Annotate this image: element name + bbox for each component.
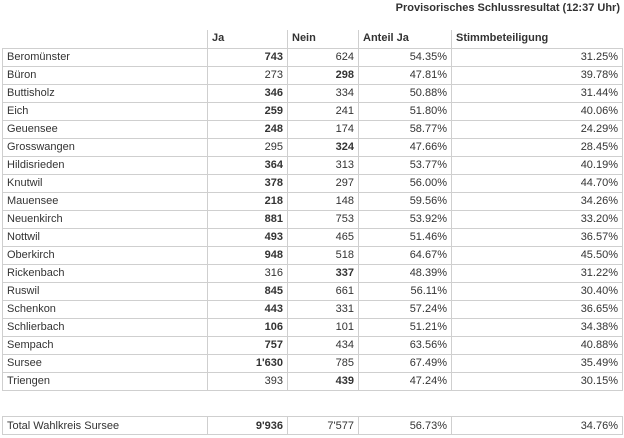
- ja-cell: 273: [208, 66, 288, 84]
- stimmbeteiligung-cell: 40.06%: [452, 102, 623, 120]
- anteil-ja-cell: 47.24%: [359, 372, 452, 390]
- nein-cell: 101: [288, 318, 359, 336]
- total-beteiligung: 34.76%: [452, 417, 623, 435]
- anteil-ja-cell: 50.88%: [359, 84, 452, 102]
- results-table: [2, 30, 623, 391]
- anteil-ja-cell: 51.21%: [359, 318, 452, 336]
- municipality-cell: Sursee: [3, 354, 208, 372]
- municipality-cell: Ruswil: [3, 282, 208, 300]
- anteil-ja-cell: 59.56%: [359, 192, 452, 210]
- municipality-cell: Geuensee: [3, 120, 208, 138]
- anteil-ja-cell: 53.92%: [359, 210, 452, 228]
- stimmbeteiligung-cell: 31.25%: [452, 48, 623, 66]
- nein-cell: 324: [288, 138, 359, 156]
- ja-cell: 106: [208, 318, 288, 336]
- total-label: Total Wahlkreis Sursee: [3, 417, 208, 435]
- ja-cell: 259: [208, 102, 288, 120]
- stimmbeteiligung-cell: 34.38%: [452, 318, 623, 336]
- result-title: Provisorisches Schlussresultat (12:37 Uhr): [395, 2, 620, 14]
- ja-cell: 218: [208, 192, 288, 210]
- total-anteil: 56.73%: [359, 417, 452, 435]
- stimmbeteiligung-cell: 28.45%: [452, 138, 623, 156]
- stimmbeteiligung-cell: 24.29%: [452, 120, 623, 138]
- ja-cell: 248: [208, 120, 288, 138]
- col-header-municipality: [3, 30, 208, 48]
- stimmbeteiligung-cell: 31.22%: [452, 264, 623, 282]
- total-row: [3, 417, 623, 435]
- nein-cell: 298: [288, 66, 359, 84]
- table-row: [3, 138, 623, 156]
- anteil-ja-cell: 51.46%: [359, 228, 452, 246]
- results-body: [3, 48, 623, 390]
- ja-cell: 1'630: [208, 354, 288, 372]
- municipality-cell: Schlierbach: [3, 318, 208, 336]
- ja-cell: 378: [208, 174, 288, 192]
- table-row: [3, 318, 623, 336]
- anteil-ja-cell: 51.80%: [359, 102, 452, 120]
- table-row: [3, 264, 623, 282]
- municipality-cell: Mauensee: [3, 192, 208, 210]
- anteil-ja-cell: 57.24%: [359, 300, 452, 318]
- stimmbeteiligung-cell: 33.20%: [452, 210, 623, 228]
- nein-cell: 174: [288, 120, 359, 138]
- nein-cell: 785: [288, 354, 359, 372]
- col-header-stimmbeteiligung: Stimmbeteiligung: [452, 30, 623, 48]
- table-row: [3, 336, 623, 354]
- stimmbeteiligung-cell: 40.88%: [452, 336, 623, 354]
- ja-cell: 948: [208, 246, 288, 264]
- table-row: [3, 102, 623, 120]
- nein-cell: 465: [288, 228, 359, 246]
- nein-cell: 661: [288, 282, 359, 300]
- ja-cell: 845: [208, 282, 288, 300]
- nein-cell: 313: [288, 156, 359, 174]
- table-row: [3, 210, 623, 228]
- stimmbeteiligung-cell: 31.44%: [452, 84, 623, 102]
- municipality-cell: Hildisrieden: [3, 156, 208, 174]
- anteil-ja-cell: 56.00%: [359, 174, 452, 192]
- ja-cell: 316: [208, 264, 288, 282]
- nein-cell: 624: [288, 48, 359, 66]
- total-ja: 9'936: [208, 417, 288, 435]
- table-row: [3, 372, 623, 390]
- anteil-ja-cell: 56.11%: [359, 282, 452, 300]
- municipality-cell: Knutwil: [3, 174, 208, 192]
- nein-cell: 439: [288, 372, 359, 390]
- table-row: [3, 120, 623, 138]
- anteil-ja-cell: 64.67%: [359, 246, 452, 264]
- municipality-cell: Buttisholz: [3, 84, 208, 102]
- municipality-cell: Neuenkirch: [3, 210, 208, 228]
- table-row: [3, 48, 623, 66]
- table-row: [3, 84, 623, 102]
- table-row: [3, 174, 623, 192]
- anteil-ja-cell: 48.39%: [359, 264, 452, 282]
- ja-cell: 757: [208, 336, 288, 354]
- stimmbeteiligung-cell: 45.50%: [452, 246, 623, 264]
- table-row: [3, 156, 623, 174]
- municipality-cell: Oberkirch: [3, 246, 208, 264]
- col-header-anteil-ja: Anteil Ja: [359, 30, 452, 48]
- nein-cell: 241: [288, 102, 359, 120]
- anteil-ja-cell: 67.49%: [359, 354, 452, 372]
- stimmbeteiligung-cell: 30.15%: [452, 372, 623, 390]
- col-header-ja: Ja: [208, 30, 288, 48]
- anteil-ja-cell: 47.81%: [359, 66, 452, 84]
- stimmbeteiligung-cell: 36.65%: [452, 300, 623, 318]
- table-row: [3, 66, 623, 84]
- total-nein: 7'577: [288, 417, 359, 435]
- anteil-ja-cell: 47.66%: [359, 138, 452, 156]
- nein-cell: 753: [288, 210, 359, 228]
- ja-cell: 443: [208, 300, 288, 318]
- municipality-cell: Beromünster: [3, 48, 208, 66]
- municipality-cell: Schenkon: [3, 300, 208, 318]
- nein-cell: 337: [288, 264, 359, 282]
- table-row: [3, 246, 623, 264]
- municipality-cell: Rickenbach: [3, 264, 208, 282]
- anteil-ja-cell: 58.77%: [359, 120, 452, 138]
- anteil-ja-cell: 54.35%: [359, 48, 452, 66]
- anteil-ja-cell: 63.56%: [359, 336, 452, 354]
- nein-cell: 518: [288, 246, 359, 264]
- header-row: [3, 30, 623, 48]
- municipality-cell: Büron: [3, 66, 208, 84]
- ja-cell: 393: [208, 372, 288, 390]
- table-row: [3, 192, 623, 210]
- nein-cell: 434: [288, 336, 359, 354]
- ja-cell: 881: [208, 210, 288, 228]
- nein-cell: 334: [288, 84, 359, 102]
- stimmbeteiligung-cell: 36.57%: [452, 228, 623, 246]
- stimmbeteiligung-cell: 30.40%: [452, 282, 623, 300]
- ja-cell: 346: [208, 84, 288, 102]
- ja-cell: 364: [208, 156, 288, 174]
- anteil-ja-cell: 53.77%: [359, 156, 452, 174]
- ja-cell: 743: [208, 48, 288, 66]
- stimmbeteiligung-cell: 34.26%: [452, 192, 623, 210]
- ja-cell: 295: [208, 138, 288, 156]
- stimmbeteiligung-cell: 44.70%: [452, 174, 623, 192]
- municipality-cell: Sempach: [3, 336, 208, 354]
- stimmbeteiligung-cell: 40.19%: [452, 156, 623, 174]
- stimmbeteiligung-cell: 35.49%: [452, 354, 623, 372]
- col-header-nein: Nein: [288, 30, 359, 48]
- stimmbeteiligung-cell: 39.78%: [452, 66, 623, 84]
- municipality-cell: Eich: [3, 102, 208, 120]
- table-row: [3, 300, 623, 318]
- nein-cell: 331: [288, 300, 359, 318]
- table-row: [3, 228, 623, 246]
- nein-cell: 297: [288, 174, 359, 192]
- municipality-cell: Grosswangen: [3, 138, 208, 156]
- nein-cell: 148: [288, 192, 359, 210]
- municipality-cell: Nottwil: [3, 228, 208, 246]
- ja-cell: 493: [208, 228, 288, 246]
- table-row: [3, 282, 623, 300]
- total-table: [2, 416, 623, 435]
- municipality-cell: Triengen: [3, 372, 208, 390]
- table-row: [3, 354, 623, 372]
